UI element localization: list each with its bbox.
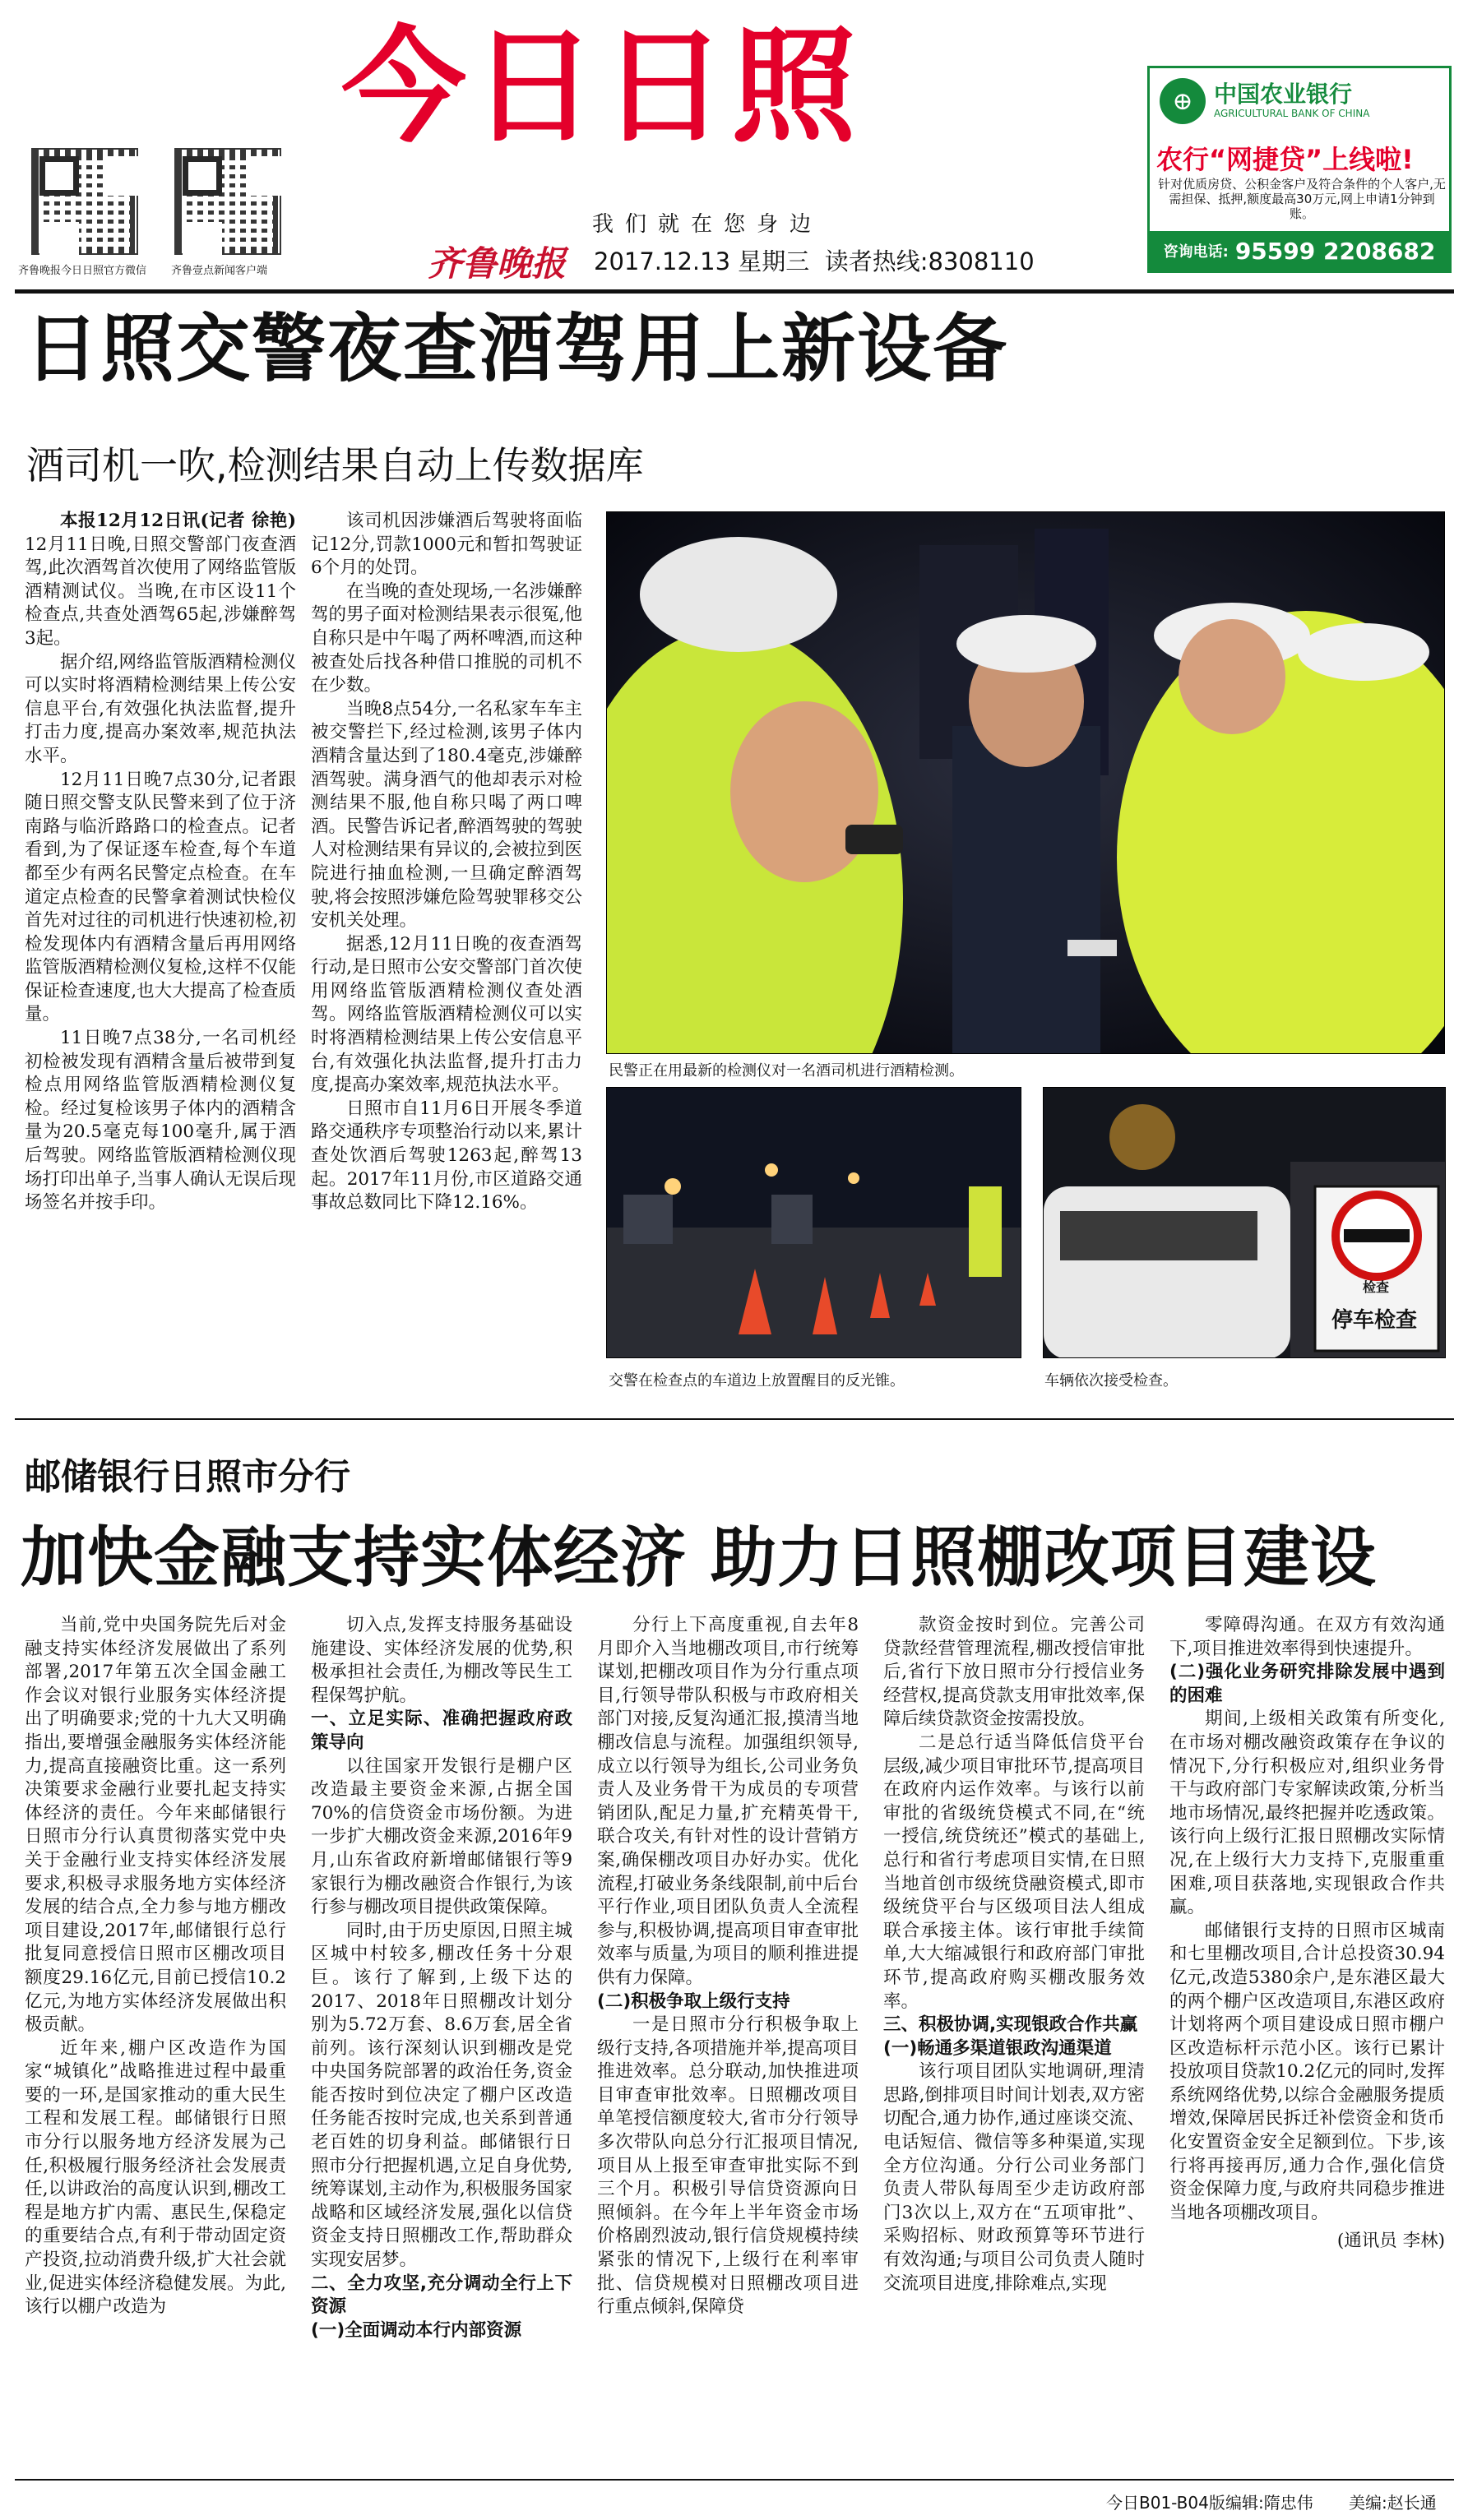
ad-phone	[1150, 231, 1449, 270]
paragraph-text: 12月11日晚,日照交警部门夜查酒驾,此次酒驾首次使用了网络监管版酒精测试仪。当晚,在市区设11个检查点,共查处酒驾65起,涉嫌醉驾3起。	[25, 534, 296, 649]
footer-editor: 编辑:隋忠伟	[1225, 2493, 1313, 2513]
issue-date: 2017.12.13	[594, 247, 731, 275]
paragraph-text: 据介绍,网络监管版酒精检测仪可以实时将酒精检测结果上传公安信息平台,有效强化执法监督,提升打击力度,提高办案效率,规范执法水平。	[25, 651, 296, 766]
paragraph-text: 零障碍沟通。在双方有效沟通下,项目推进效率得到快速提升。	[1169, 1615, 1445, 1659]
footer-pages: 今日B01-B04版	[1106, 2493, 1225, 2513]
story2-kicker: 邮储银行日照市分行	[25, 1456, 350, 1498]
section-heading: 二、全力攻坚,充分调动全行上下资源	[311, 2273, 572, 2318]
sign-stop-check-text: 停车检查	[1331, 1308, 1418, 1333]
photo-breath-test	[606, 511, 1445, 1054]
paragraph-text: 邮储银行支持的日照市区城南和七里棚改项目,合计总投资30.94亿元,改造5380余户,是东港区最大的两个棚户区改造项目,东港区政府计划将两个项目建设成日照市棚户区改造标杆示范小区。该行已累计投放项目贷款10.2亿元的同时,发挥系统网络优势,以综合金融服务提质增效,保障居民拆迁补偿资金和货币化安置资金安全足额到位。下步,该行将再接再厉,通力合作,强化信贷资金保障力度,与政府共同稳步推进当地各项棚改项目。	[1169, 1920, 1445, 2223]
article-paragraph	[25, 2037, 286, 2319]
story1-subhead: 酒司机一吹,检测结果自动上传数据库	[26, 443, 644, 488]
ad-phone-numbers: 95599 2208682	[1234, 237, 1436, 265]
header-rule	[15, 289, 1454, 294]
section-heading: (二)积极争取上级行支持	[597, 1991, 790, 2012]
photo-traffic-cones-art	[607, 1088, 1021, 1358]
paragraph-text: 近年来,棚户区改造作为国家“城镇化”战略推进过程中最重要的一环,是国家推动的重大民生工程和发展工程。邮储银行日照市分行以服务地方经济发展为己任,积极履行服务经济社会发展责任,以讲政治的高度认识到,棚改工程是地方扩内需、惠民生,保稳定的重要结合点,有利于带动固定资产投资,拉动消费升级,扩大社会就业,促进实体经济稳健发展。为此,该行以棚户改造为	[25, 2037, 286, 2318]
story2-column-2	[311, 1614, 572, 2469]
paper-logo: 齐鲁晚报	[428, 243, 567, 284]
sign-check-text: 检查	[1363, 1279, 1390, 1295]
article-paragraph	[883, 1614, 1145, 1732]
section-heading: (一)畅通多渠道银政沟通渠道	[883, 2037, 1112, 2059]
story2-column-5	[1169, 1614, 1445, 2469]
article-paragraph	[311, 698, 582, 933]
footer-rule	[15, 2479, 1454, 2481]
article-paragraph	[1169, 1920, 1445, 2226]
photo-breath-test-art	[607, 512, 1445, 1054]
article-paragraph	[883, 1732, 1145, 2014]
section-heading: 三、积极协调,实现银政合作共赢	[883, 2014, 1138, 2036]
caption-vehicle-check: 车辆依次接受检查。	[1044, 1372, 1178, 1389]
paragraph-text: 二是总行适当降低信贷平台层级,减少项目审批环节,提高项目在政府内运作效率。与该行以前审批的省级统贷模式不同,在“统一授信,统贷统还”模式的基础上,总行和省行考虑项目实情,在日照当地首创市级统贷融资模式,即市级统贷平台与区级项目法人组成联合承接主体。该行审批手续简单,大大缩减银行和政府部门审批环节,提高政府购买棚改服务效率。	[883, 1732, 1145, 2012]
paragraph-text: 以往国家开发银行是棚户区改造最主要资金来源,占据全国70%的信贷资金市场份额。为进一步扩大棚改资金来源,2016年9月,山东省政府新增邮储银行等9家银行为棚改融资合作银行,为该行参与棚改项目提供政策保障。	[311, 1755, 572, 1918]
paragraph-text: 12月11日晚7点30分,记者跟随日照交警支队民警来到了位于济南路与临沂路路口的检查点。记者看到,为了保证逐车检查,每个车道都至少有两名民警定点检查。在车道定点检查的民警拿着测试快检仪首先对过往的司机进行快速初检,初检发现体内有酒精含量后再用网络监管版酒精检测仪复检,这样不仅能保证检查速度,也大大提高了检查质量。	[25, 769, 296, 1025]
qr-caption-wechat: 齐鲁晚报今日日照官方微信	[18, 265, 147, 277]
issue-weekday: 星期三	[738, 247, 810, 275]
story2-column-1	[25, 1614, 286, 2469]
bank-name: 中国农业银行	[1214, 81, 1353, 108]
slogan: 我们就在您身边	[592, 212, 823, 237]
photo-vehicle-check	[1043, 1087, 1446, 1358]
article-paragraph	[311, 1098, 582, 1215]
story2-headline: 加快金融支持实体经济 助力日照棚改项目建设	[21, 1519, 1377, 1596]
qr-code-wechat	[31, 148, 138, 255]
ad-promo: 农行“网捷贷”上线啦!	[1156, 144, 1414, 175]
story2-column-4	[883, 1614, 1145, 2469]
story1-headline: 日照交警夜查酒驾用上新设备	[25, 306, 1008, 392]
hotline-number: 8308110	[928, 247, 1035, 275]
paragraph-text: 分行上下高度重视,自去年8月即介入当地棚改项目,市行统筹谋划,把棚改项目作为分行重点项目,行领导带队积极与市政府相关部门对接,反复沟通汇报,摸清当地棚改信息与流程。加强组织领导,成立以行领导为组长,公司业务负责人及业务骨干为成员的专项营销团队,配足力量,扩充精英骨干,联合攻关,有针对性的设计营销方案,确保棚改项目办好办实。优化流程,打破业务条线限制,前中后台平行作业,项目团队负责人全流程参与,积极协调,提高项目审查审批效率与质量,为项目的顺利推进提供有力保障。	[597, 1615, 859, 1988]
section-heading: (二)强化业务研究排除发展中遇到的困难	[1169, 1662, 1445, 1706]
story1-column-2	[311, 510, 582, 1406]
article-paragraph	[597, 1614, 859, 1991]
paragraph-text: 据悉,12月11日晚的夜查酒驾行动,是日照市公安交警部门首次使用网络监管版酒精检测仪查处酒驾。网络监管版酒精检测仪可以实时将酒精检测结果上传公安信息平台,有效强化执法监督,提升打击力度,提高办案效率,规范执法水平。	[311, 933, 582, 1096]
masthead: 今日日照	[341, 14, 861, 160]
article-paragraph	[311, 1920, 572, 2273]
footer-art: 美编:赵长通	[1349, 2493, 1437, 2513]
paragraph-text: 该行项目团队实地调研,理清思路,倒排项目时间计划表,双方密切配合,通力协作,通过座谈交流、电话短信、微信等多种渠道,实现全方位沟通。分行公司业务部门负责人带队每周至少走访政府部门3次以上,双方在“五项审批”、采购招标、财政预算等环节进行有效沟通;与项目公司负责人随时交流项目进度,排除难点,实现	[883, 2061, 1145, 2294]
section-heading: (一)全面调动本行内部资源	[311, 2319, 522, 2341]
caption-traffic-cones: 交警在检查点的车道边上放置醒目的反光锥。	[609, 1372, 905, 1389]
article-paragraph	[883, 2060, 1145, 2296]
paragraph-text: 日照市自11月6日开展冬季道路交通秩序专项整治行动以来,累计查处饮酒后驾驶1263起,醉驾13起。2017年11月份,市区道路交通事故总数同比下降12.16%。	[311, 1098, 582, 1214]
ad-fine-print: 针对优质房贷、公积金客户及符合条件的个人客户,无需担保、抵押,额度最高30万元,网上申请1分钟到账。	[1158, 177, 1446, 221]
hotline-label: 读者热线:	[824, 247, 928, 275]
byline: (通讯员 李林)	[1336, 2231, 1445, 2252]
photo-traffic-cones	[606, 1087, 1021, 1358]
caption-breath-test: 民警正在用最新的检测仪对一名酒司机进行酒精检测。	[609, 1062, 964, 1080]
dateline-lead: 本报12月12日讯(记者 徐艳)	[60, 511, 296, 531]
article-paragraph	[25, 651, 296, 769]
article-paragraph	[597, 2014, 859, 2319]
article-paragraph	[25, 769, 296, 1028]
paragraph-text: 切入点,发挥支持服务基础设施建设、实体经济发展的优势,积极承担社会责任,为棚改等民生工程保驾护航。	[311, 1615, 572, 1706]
article-paragraph	[25, 510, 296, 651]
article-paragraph	[25, 1614, 286, 2037]
paragraph-text: 当晚8点54分,一名私家车车主被交警拦下,经过检测,该男子体内酒精含量达到了180.4毫克,涉嫌醉酒驾驶。满身酒气的他却表示对检测结果不服,他自称只喝了两口啤酒。民警告诉记者,醉酒驾驶的驾驶人对检测结果有异议的,会被拉到医院进行抽血检测,一旦确定醉酒驾驶,将会按照涉嫌危险驾驶罪移交公安机关处理。	[311, 698, 582, 932]
dateline	[594, 243, 1035, 277]
story2-column-3	[597, 1614, 859, 2469]
qr-code-app	[174, 148, 281, 255]
bank-name-en: AGRICULTURAL BANK OF CHINA	[1214, 108, 1370, 119]
article-paragraph	[311, 1755, 572, 1920]
paragraph-text: 当前,党中央国务院先后对金融支持实体经济发展做出了系列部署,2017年第五次全国金融工作会议对银行业服务实体经济提出了明确要求;党的十九大又明确指出,要增强金融服务实体经济能力,提高直接融资比重。这一系列决策要求金融行业要扎起支持实体经济的责任。今年来邮储银行日照市分行认真贯彻落实党中央关于金融行业支持实体经济发展要求,积极寻求服务地方实体经济发展的结合点,全力参与地方棚改项目建设,2017年,邮储银行总行批复同意授信日照市区棚改项目额度29.16亿元,目前已授信10.2亿元,为地方实体经济发展做出积极贡献。	[25, 1615, 286, 2036]
article-paragraph	[311, 580, 582, 698]
section-heading: 一、立足实际、准确把握政府政策导向	[311, 1709, 572, 1753]
paragraph-text: 11日晚7点38分,一名司机经初检被发现有酒精含量后被带到复检点用网络监管版酒精检测仪复检。经过复检该男子体内的酒精含量为20.5毫克每100毫升,属于酒后驾驶。网络监管版酒精检测仪现场打印出单子,当事人确认无误后现场签名并按手印。	[25, 1028, 296, 1214]
paragraph-text: 期间,上级相关政策有所变化,在市场对棚改融资政策存在争议的情况下,分行积极应对,组织业务骨干与政府部门专家解读政策,分析当地市场情况,最终把握并吃透政策。该行向上级行汇报日照棚改实际情况,在上级行大力支持下,克服重重困难,项目获落地,实现银政合作共赢。	[1169, 1709, 1445, 1918]
article-paragraph	[311, 1614, 572, 1708]
article-paragraph	[311, 510, 582, 580]
ad-phone-label: 咨询电话:	[1163, 243, 1229, 261]
article-paragraph	[1169, 1614, 1445, 1661]
paragraph-text: 一是日照市分行积极争取上级行支持,各项措施并举,提高项目推进效率。总分联动,加快推进项目审查审批效率。日照棚改项目单笔授信额度较大,省市分行领导多次带队向总分行汇报项目情况,项目从上报至审查审批实际不到三个月。积极引导信贷资源向日照倾斜。在今年上半年资金市场价格剧烈波动,银行信贷规模持续紧张的情况下,上级行在利率审批、信贷规模对日照棚改项目进行重点倾斜,保障贷	[597, 2014, 859, 2318]
section-rule	[15, 1418, 1454, 1420]
bank-ad	[1147, 66, 1452, 273]
paragraph-text: 款资金按时到位。完善公司贷款经营管理流程,棚改授信审批后,省行下放日照市分行授信业务经营权,提高贷款支用审批效率,保障后续贷款资金按需投放。	[883, 1615, 1145, 1730]
article-paragraph	[25, 1027, 296, 1215]
article-paragraph	[1169, 1708, 1445, 1919]
paragraph-text: 在当晚的查处现场,一名涉嫌醉驾的男子面对检测结果表示很冤,他自称只是中午喝了两杯啤酒,而这种被查处后找各种借口推脱的司机不在少数。	[311, 580, 582, 696]
paragraph-text: 该司机因涉嫌酒后驾驶将面临记12分,罚款1000元和暂扣驾驶证6个月的处罚。	[311, 511, 582, 579]
story1-column-1	[25, 510, 296, 1406]
qr-caption-app: 齐鲁壹点新闻客户端	[171, 265, 268, 277]
bank-logo-icon: ⊕	[1160, 78, 1206, 124]
paragraph-text: 同时,由于历史原因,日照主城区城中村较多,棚改任务十分艰巨。该行了解到,上级下达的2017、2018年日照棚改计划分别为5.72万套、8.6万套,居全省前列。该行深刻认识到棚改是党中央国务院部署的政治任务,资金能否按时到位决定了棚户区改造任务能否按时完成,也关系到普通老百姓的切身利益。邮储银行日照市分行把握机遇,立足自身优势,统筹谋划,主动作为,积极服务国家战略和区域经济发展,强化以信贷资金支持日照棚改工作,帮助群众实现安居梦。	[311, 1920, 572, 2271]
article-paragraph	[311, 933, 582, 1098]
